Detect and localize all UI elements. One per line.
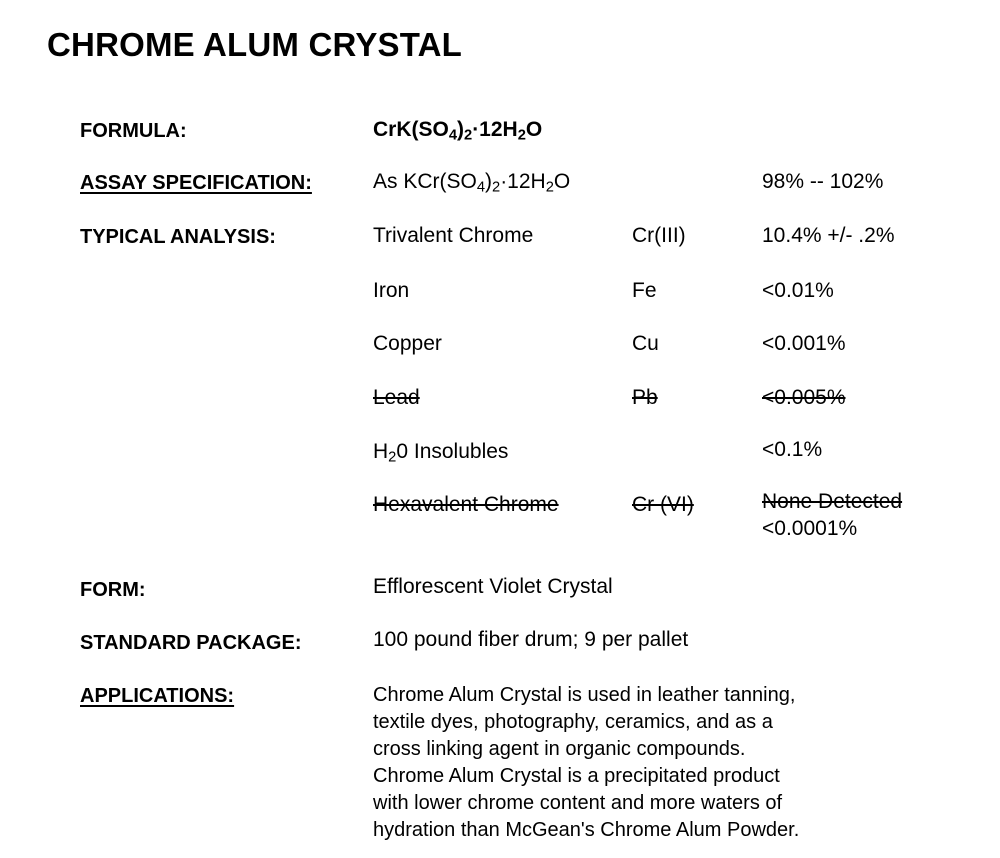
analysis-value: <0.01% <box>762 279 834 302</box>
package-value: 100 pound fiber drum; 9 per pallet <box>373 628 689 651</box>
applications-line: cross linking agent in organic compounds. <box>373 738 746 760</box>
analysis-name: Hexavalent Chrome <box>373 493 559 516</box>
analysis-name: Lead <box>373 386 420 409</box>
form-label: FORM: <box>80 579 146 601</box>
analysis-name: Trivalent Chrome <box>373 224 534 247</box>
analysis-symbol: Cu <box>632 332 659 355</box>
applications-line: hydration than McGean's Chrome Alum Powder. <box>373 819 800 841</box>
analysis-symbol: Cr (VI) <box>632 493 694 516</box>
analysis-symbol: Cr(III) <box>632 224 686 247</box>
formula-value: $CrK(SO_4)_2\cdot 12H_2O$ <box>373 118 543 144</box>
applications-line: with lower chrome content and more waters of <box>373 792 783 814</box>
analysis-value: <0.1% <box>762 438 823 461</box>
package-label: STANDARD PACKAGE: <box>80 632 302 654</box>
analysis-name: Copper <box>373 332 442 355</box>
assay-range: 98% -- 102% <box>762 170 884 193</box>
analysis-value-secondary: <0.0001% <box>762 517 858 540</box>
applications-line: textile dyes, photography, ceramics, and as a <box>373 711 773 733</box>
analysis-name: Iron <box>373 279 410 302</box>
analysis-value: <0.005% <box>762 386 846 409</box>
analysis-name: $H_20$ Insolubles <box>373 440 509 466</box>
applications-label: APPLICATIONS: <box>80 685 235 707</box>
assay-label: ASSAY SPECIFICATION: <box>80 172 312 194</box>
analysis-value: None Detected <box>762 490 903 513</box>
formula-label: FORMULA: <box>80 120 187 142</box>
applications-line: Chrome Alum Crystal is a precipitated product <box>373 765 780 787</box>
typical-analysis-label: TYPICAL ANALYSIS: <box>80 226 276 248</box>
analysis-symbol: Fe <box>632 279 657 302</box>
applications-text <box>373 682 893 844</box>
analysis-value: 10.4% +/- .2% <box>762 224 895 247</box>
analysis-value: <0.001% <box>762 332 846 355</box>
page-title: CHROME ALUM CRYSTAL <box>47 26 463 63</box>
form-value: Efflorescent Violet Crystal <box>373 575 613 598</box>
assay-formula: As $KCr(SO_4)_2\cdot 12H_2O$ <box>373 170 571 196</box>
applications-line: Chrome Alum Crystal is used in leather tanning, <box>373 684 796 706</box>
analysis-symbol: Pb <box>632 386 658 409</box>
